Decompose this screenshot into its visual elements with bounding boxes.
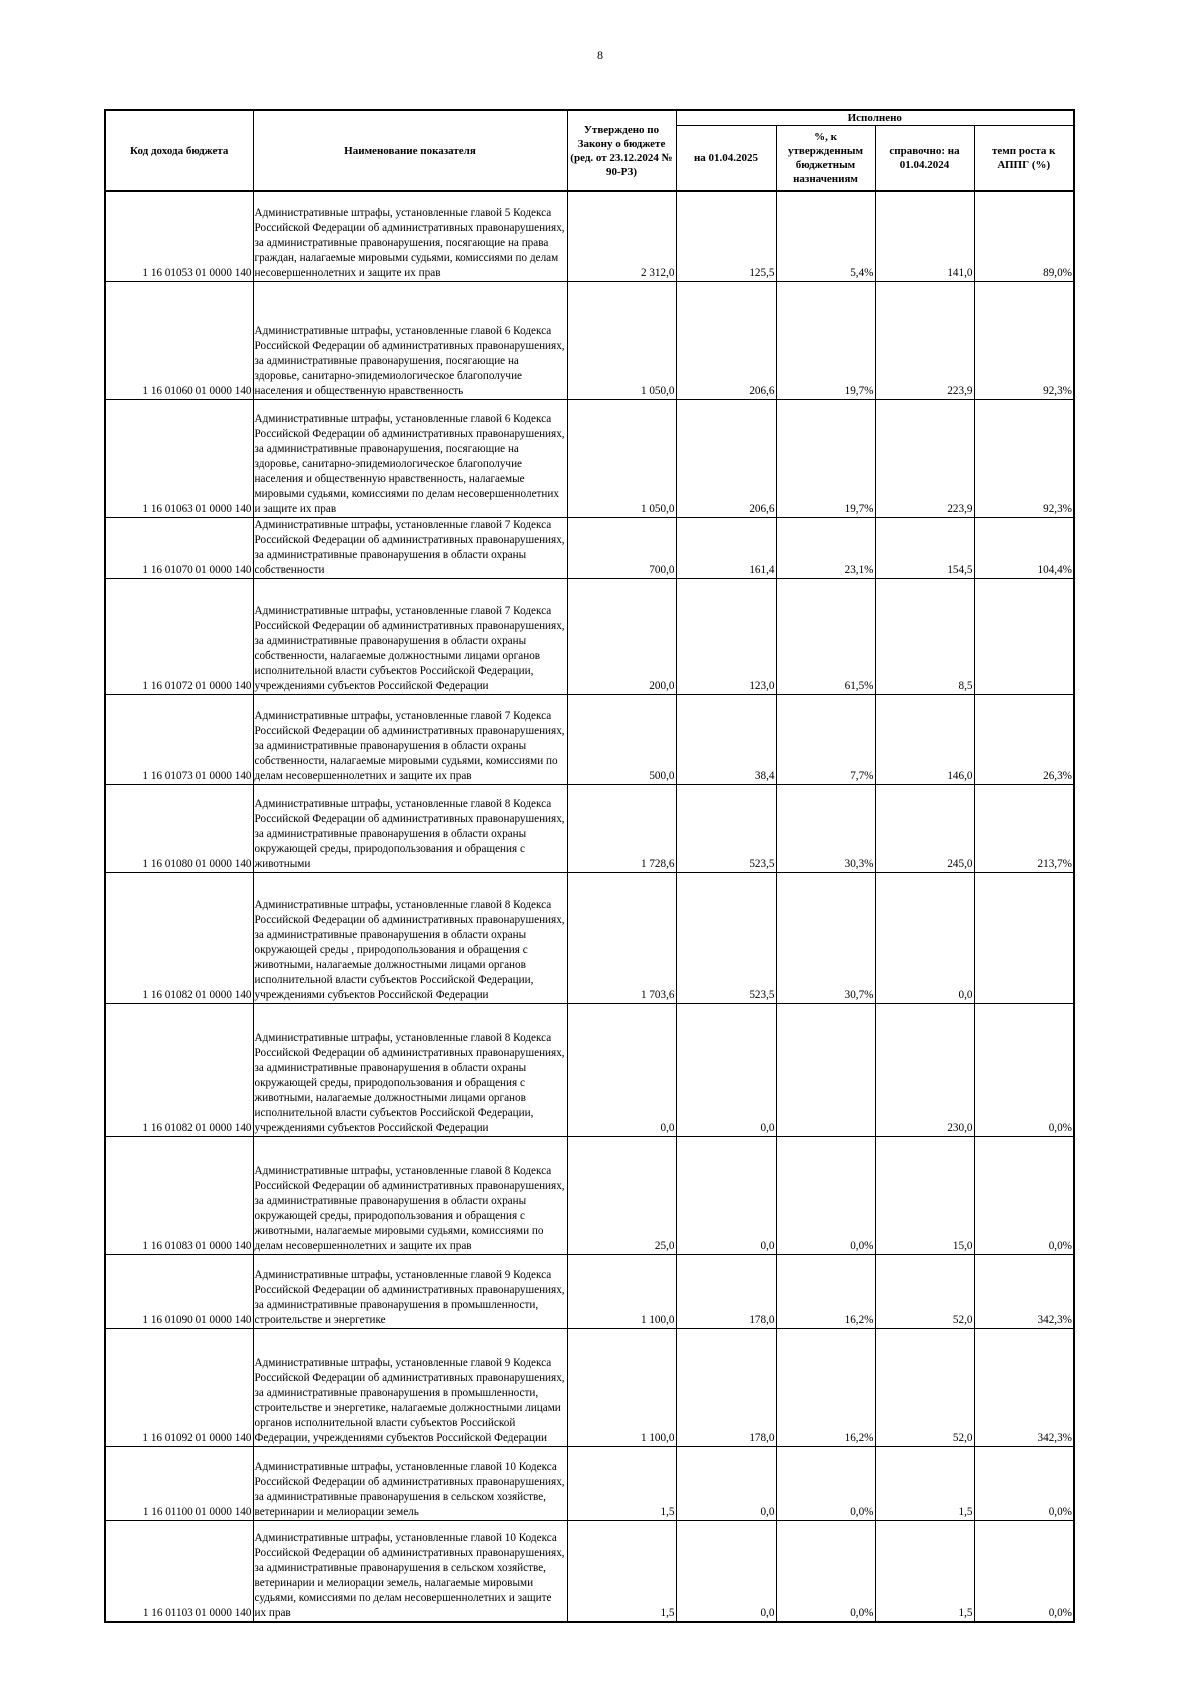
row-on-date: 0,0: [676, 1520, 776, 1622]
row-on-date: 178,0: [676, 1254, 776, 1328]
row-growth: 92,3%: [974, 399, 1074, 517]
row-reference: 1,5: [875, 1446, 974, 1520]
row-code: 1 16 01103 01 0000 140: [105, 1520, 253, 1622]
table-row: [105, 399, 1074, 517]
row-on-date: 125,5: [676, 191, 776, 281]
row-reference: 15,0: [875, 1136, 974, 1254]
row-name: Административные штрафы, установленные главой 5 Кодекса Российской Федерации об административных правонарушениях, за административные правонарушения, посягающие на права граждан, налагаемые мировыми судьями, комиссиями по делам несовершеннолетних и защите их прав: [253, 191, 567, 281]
row-growth: 0,0%: [974, 1520, 1074, 1622]
row-name: Административные штрафы, установленные главой 8 Кодекса Российской Федерации об административных правонарушениях, за административные правонарушения в области охраны окружающей среды, природопользования и обращения с животными: [253, 784, 567, 872]
row-code: 1 16 01100 01 0000 140: [105, 1446, 253, 1520]
row-approved: 1 728,6: [567, 784, 676, 872]
row-percent: 0,0%: [776, 1520, 875, 1622]
header-reference: справочно: на 01.04.2024: [875, 126, 974, 192]
table-row: [105, 1254, 1074, 1328]
table-row: [105, 191, 1074, 281]
header-code: Код дохода бюджета: [105, 110, 253, 191]
row-percent: 0,0%: [776, 1446, 875, 1520]
row-approved: 700,0: [567, 517, 676, 578]
row-growth: 92,3%: [974, 281, 1074, 399]
row-percent: 19,7%: [776, 281, 875, 399]
row-code: 1 16 01082 01 0000 140: [105, 1003, 253, 1136]
row-approved: 2 312,0: [567, 191, 676, 281]
row-on-date: 523,5: [676, 872, 776, 1003]
row-percent: 19,7%: [776, 399, 875, 517]
row-percent: 23,1%: [776, 517, 875, 578]
row-name: Административные штрафы, установленные главой 7 Кодекса Российской Федерации об административных правонарушениях, за административные правонарушения в области охраны собственности: [253, 517, 567, 578]
row-code: 1 16 01092 01 0000 140: [105, 1328, 253, 1446]
row-reference: 154,5: [875, 517, 974, 578]
row-code: 1 16 01060 01 0000 140: [105, 281, 253, 399]
row-code: 1 16 01080 01 0000 140: [105, 784, 253, 872]
table-row: [105, 784, 1074, 872]
row-name: Административные штрафы, установленные главой 8 Кодекса Российской Федерации об административных правонарушениях, за административные правонарушения в области охраны окружающей среды, природопользования и обращения с животными, налагаемые должностными лицами органов исполнительной власти субъектов Российской Федерации, учреждениями субъектов Российской Федерации: [253, 1003, 567, 1136]
table-row: [105, 281, 1074, 399]
row-percent: 5,4%: [776, 191, 875, 281]
table-row: [105, 872, 1074, 1003]
row-percent: 0,0%: [776, 1136, 875, 1254]
row-reference: 146,0: [875, 694, 974, 784]
row-approved: 0,0: [567, 1003, 676, 1136]
row-approved: 1 100,0: [567, 1328, 676, 1446]
row-name: Административные штрафы, установленные главой 7 Кодекса Российской Федерации об административных правонарушениях, за административные правонарушения в области охраны собственности, налагаемые мировыми судьями, комиссиями по делам несовершеннолетних и защите их прав: [253, 694, 567, 784]
row-on-date: 161,4: [676, 517, 776, 578]
row-approved: 25,0: [567, 1136, 676, 1254]
header-percent: %, к утвержденным бюджетным назначениям: [776, 126, 875, 192]
row-on-date: 206,6: [676, 281, 776, 399]
row-reference: 141,0: [875, 191, 974, 281]
row-percent: 7,7%: [776, 694, 875, 784]
row-growth: [974, 578, 1074, 694]
row-code: 1 16 01090 01 0000 140: [105, 1254, 253, 1328]
row-growth: 0,0%: [974, 1136, 1074, 1254]
row-approved: 1 050,0: [567, 281, 676, 399]
row-percent: 16,2%: [776, 1254, 875, 1328]
row-code: 1 16 01053 01 0000 140: [105, 191, 253, 281]
header-growth: темп роста к АППГ (%): [974, 126, 1074, 192]
row-approved: 1 050,0: [567, 399, 676, 517]
row-code: 1 16 01072 01 0000 140: [105, 578, 253, 694]
row-code: 1 16 01082 01 0000 140: [105, 872, 253, 1003]
table-row: [105, 1003, 1074, 1136]
header-executed-group: Исполнено: [676, 110, 1074, 126]
row-percent: 16,2%: [776, 1328, 875, 1446]
row-on-date: 0,0: [676, 1136, 776, 1254]
row-reference: 230,0: [875, 1003, 974, 1136]
row-growth: 104,4%: [974, 517, 1074, 578]
row-reference: 52,0: [875, 1328, 974, 1446]
row-percent: 30,3%: [776, 784, 875, 872]
row-name: Административные штрафы, установленные главой 8 Кодекса Российской Федерации об административных правонарушениях, за административные правонарушения в области охраны окружающей среды , природопользования и обращения с животными, налагаемые должностными лицами органов исполнительной власти субъектов Российской Федерации, учреждениями субъектов Российской Федерации: [253, 872, 567, 1003]
row-growth: 213,7%: [974, 784, 1074, 872]
row-reference: 52,0: [875, 1254, 974, 1328]
row-reference: 8,5: [875, 578, 974, 694]
row-code: 1 16 01070 01 0000 140: [105, 517, 253, 578]
header-approved: Утверждено по Закону о бюджете (ред. от 23.12.2024 № 90-РЗ): [567, 110, 676, 191]
table-row: [105, 1446, 1074, 1520]
row-on-date: 123,0: [676, 578, 776, 694]
row-name: Административные штрафы, установленные главой 9 Кодекса Российской Федерации об административных правонарушениях, за административные правонарушения в промышленности, строительстве и энергетике: [253, 1254, 567, 1328]
row-percent: [776, 1003, 875, 1136]
row-percent: 61,5%: [776, 578, 875, 694]
table-row: [105, 694, 1074, 784]
row-growth: 26,3%: [974, 694, 1074, 784]
row-approved: 1 100,0: [567, 1254, 676, 1328]
table-row: [105, 1520, 1074, 1622]
header-name: Наименование показателя: [253, 110, 567, 191]
row-on-date: 38,4: [676, 694, 776, 784]
row-approved: 1,5: [567, 1520, 676, 1622]
row-name: Административные штрафы, установленные главой 8 Кодекса Российской Федерации об административных правонарушениях, за административные правонарушения в области охраны окружающей среды, природопользования и обращения с животными, налагаемые мировыми судьями, комиссиями по делам несовершеннолетних и защите их прав: [253, 1136, 567, 1254]
row-growth: 342,3%: [974, 1328, 1074, 1446]
budget-table: [104, 109, 1075, 1623]
row-on-date: 0,0: [676, 1446, 776, 1520]
row-reference: 0,0: [875, 872, 974, 1003]
table-row: [105, 1136, 1074, 1254]
row-growth: [974, 872, 1074, 1003]
row-name: Административные штрафы, установленные главой 10 Кодекса Российской Федерации об административных правонарушениях, за административные правонарушения в сельском хозяйстве, ветеринарии и мелиорации земель: [253, 1446, 567, 1520]
row-name: Административные штрафы, установленные главой 10 Кодекса Российской Федерации об административных правонарушениях, за административные правонарушения в сельском хозяйстве, ветеринарии и мелиорации земель, налагаемые мировыми судьями, комиссиями по делам несовершеннолетних и защите их прав: [253, 1520, 567, 1622]
row-on-date: 523,5: [676, 784, 776, 872]
row-reference: 1,5: [875, 1520, 974, 1622]
row-percent: 30,7%: [776, 872, 875, 1003]
row-name: Административные штрафы, установленные главой 6 Кодекса Российской Федерации об административных правонарушениях, за административные правонарушения, посягающие на здоровье, санитарно-эпидемиологическое благополучие населения и общественную нравственность: [253, 281, 567, 399]
table-header: [105, 110, 1074, 191]
row-approved: 200,0: [567, 578, 676, 694]
row-growth: 342,3%: [974, 1254, 1074, 1328]
row-approved: 500,0: [567, 694, 676, 784]
row-code: 1 16 01083 01 0000 140: [105, 1136, 253, 1254]
row-name: Административные штрафы, установленные главой 7 Кодекса Российской Федерации об административных правонарушениях, за административные правонарушения в области охраны собственности, налагаемые должностными лицами органов исполнительной власти субъектов Российской Федерации, учреждениями субъектов Российской Федерации: [253, 578, 567, 694]
header-on-date: на 01.04.2025: [676, 126, 776, 192]
row-growth: 0,0%: [974, 1003, 1074, 1136]
row-approved: 1,5: [567, 1446, 676, 1520]
page-number: 8: [597, 48, 603, 62]
row-on-date: 206,6: [676, 399, 776, 517]
row-approved: 1 703,6: [567, 872, 676, 1003]
row-growth: 89,0%: [974, 191, 1074, 281]
row-code: 1 16 01073 01 0000 140: [105, 694, 253, 784]
row-reference: 223,9: [875, 281, 974, 399]
table-row: [105, 517, 1074, 578]
table-row: [105, 578, 1074, 694]
row-name: Административные штрафы, установленные главой 9 Кодекса Российской Федерации об административных правонарушениях, за административные правонарушения в промышленности, строительстве и энергетике, налагаемые должностными лицами органов исполнительной власти субъектов Российской Федерации, учреждениями субъектов Российской Федерации: [253, 1328, 567, 1446]
table-row: [105, 1328, 1074, 1446]
row-name: Административные штрафы, установленные главой 6 Кодекса Российской Федерации об административных правонарушениях, за административные правонарушения, посягающие на здоровье, санитарно-эпидемиологическое благополучие населения и общественную нравственность, налагаемые мировыми судьями, комиссиями по делам несовершеннолетних и защите их прав: [253, 399, 567, 517]
row-code: 1 16 01063 01 0000 140: [105, 399, 253, 517]
row-reference: 223,9: [875, 399, 974, 517]
row-on-date: 0,0: [676, 1003, 776, 1136]
row-reference: 245,0: [875, 784, 974, 872]
row-on-date: 178,0: [676, 1328, 776, 1446]
row-growth: 0,0%: [974, 1446, 1074, 1520]
table-body: [105, 191, 1074, 1622]
